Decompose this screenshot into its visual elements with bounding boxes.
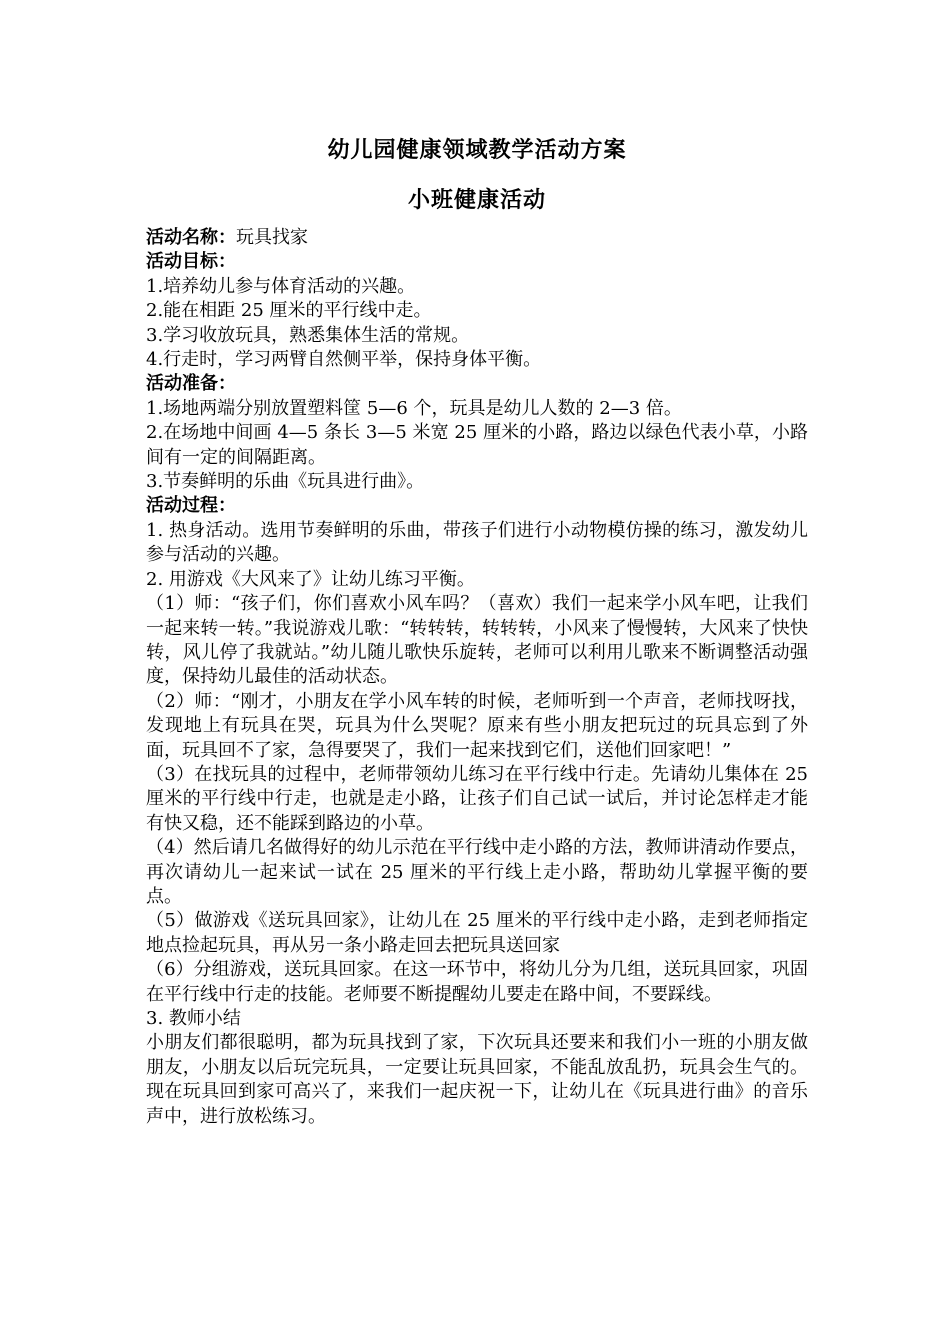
process-paragraph: （2）师：“刚才，小朋友在学小风车转的时候，老师听到一个声音，老师找呀找，发现地上有玩具在哭，玩具为什么哭呢？原来有些小朋友把玩过的玩具忘到了外面，玩具回不了家，急得要哭了，我们一起来找到它们，送他们回家吧！” <box>146 690 808 761</box>
document-subtitle: 小班健康活动 <box>407 187 546 213</box>
goal-item: 3.学习收放玩具，熟悉集体生活的常规。 <box>146 324 470 346</box>
activity-name-label: 活动名称： <box>146 227 236 248</box>
goals-heading: 活动目标： <box>146 251 236 273</box>
prep-heading: 活动准备： <box>146 373 236 395</box>
process-paragraph: （1）师：“孩子们，你们喜欢小风车吗？（喜欢）我们一起来学小风车吧，让我们一起来转一转。”我说游戏儿歌：“转转转，转转转，小风来了慢慢转，大风来了快快转，风儿停了我就站。”幼儿随儿歌快乐旋转，老师可以利用儿歌来不断调整活动强度，保持幼儿最佳的活动状态。 <box>146 593 808 688</box>
activity-name-value: 玩具找家 <box>236 227 308 248</box>
prep-item: 3.节奏鲜明的乐曲《玩具进行曲》。 <box>146 471 425 493</box>
goal-item: 2.能在相距 25 厘米的平行线中走。 <box>146 300 432 322</box>
activity-name-line <box>146 226 808 250</box>
process-paragraph: （6）分组游戏，送玩具回家。在这一环节中，将幼儿分为几组，送玩具回家，巩固在平行线中行走的技能。老师要不断提醒幼儿要走在路中间，不要踩线。 <box>146 959 808 1005</box>
process-paragraph: 小朋友们都很聪明，都为玩具找到了家，下次玩具还要来和我们小一班的小朋友做朋友，小朋友以后玩完玩具，一定要让玩具回家，不能乱放乱扔，玩具会生气的。现在玩具回到家可高兴了，来我们一起庆祝一下，让幼儿在《玩具进行曲》的音乐声中，进行放松练习。 <box>146 1032 808 1127</box>
prep-item: 1.场地两端分别放置塑料筐 5—6 个，玩具是幼儿人数的 2—3 倍。 <box>146 397 682 419</box>
process-paragraph: 2. 用游戏《大风来了》让幼儿练习平衡。 <box>146 568 475 590</box>
document-page <box>146 128 808 1129</box>
goal-item: 1.培养幼儿参与体育活动的兴趣。 <box>146 275 416 297</box>
document-title: 幼儿园健康领域教学活动方案 <box>327 137 627 163</box>
process-paragraph: 3. 教师小结 <box>146 1008 241 1029</box>
process-paragraph: （4）然后请几名做得好的幼儿示范在平行线中走小路的方法，教师讲清动作要点，再次请幼儿一起来试一试在 25 厘米的平行线上走小路，帮助幼儿掌握平衡的要点。 <box>146 837 808 907</box>
process-paragraph: （3）在找玩具的过程中，老师带领幼儿练习在平行线中行走。先请幼儿集体在 25 厘米的平行线中行走，也就是走小路，让孩子们自己试一试后，并讨论怎样走才能有快又稳，还不能踩到路边的小草。 <box>146 763 808 834</box>
goal-item: 4.行走时，学习两臂自然侧平举，保持身体平衡。 <box>146 349 542 371</box>
process-paragraph: （5）做游戏《送玩具回家》，让幼儿在 25 厘米的平行线中走小路，走到老师指定地点捡起玩具，再从另一条小路走回去把玩具送回家 <box>146 910 808 956</box>
process-paragraph: 1. 热身活动。选用节奏鲜明的乐曲，带孩子们进行小动物模仿操的练习，激发幼儿参与活动的兴趣。 <box>146 519 808 566</box>
prep-item: 2.在场地中间画 4—5 条长 3—5 米宽 25 厘米的小路，路边以绿色代表小草，小路间有一定的间隔距离。 <box>146 422 808 468</box>
process-heading: 活动过程： <box>146 495 236 517</box>
